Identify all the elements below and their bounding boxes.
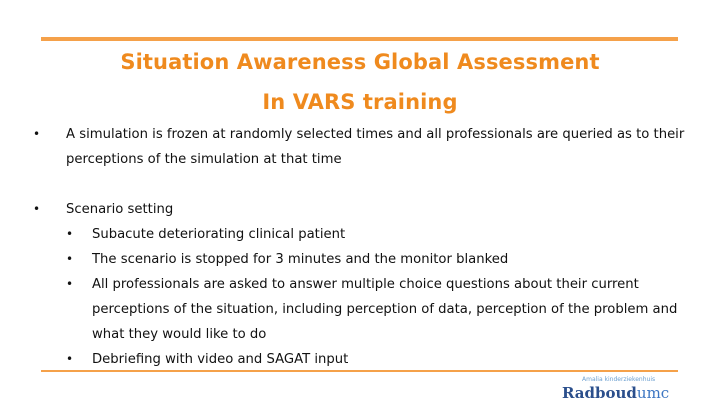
subitem-2: The scenario is stopped for 3 minutes and the monitor blanked <box>92 252 509 267</box>
bullet-marker: • <box>33 127 41 141</box>
logo-wordmark <box>562 384 669 402</box>
subitem-3-line-2: perceptions of the situation, including perception of data, perception of the problem and <box>92 302 678 317</box>
radboudumc-logo <box>562 376 682 402</box>
logo-wordmark-part1: Radboud <box>562 384 637 402</box>
top-divider <box>41 37 678 41</box>
subitem-4: Debriefing with video and SAGAT input <box>92 352 349 367</box>
subbullet-marker: • <box>66 252 74 266</box>
logo-wordmark-part2: umc <box>636 384 670 402</box>
subitem-1: Subacute deteriorating clinical patient <box>92 227 346 242</box>
bottom-divider <box>41 370 678 372</box>
subbullet-marker: • <box>66 277 74 291</box>
slide-title-line2: In VARS training <box>262 90 458 114</box>
logo-subtitle: Amalia kinderziekenhuis <box>582 376 656 383</box>
slide-title-line1: Situation Awareness Global Assessment <box>120 50 600 74</box>
bullet-2-line-1: Scenario setting <box>66 202 174 217</box>
bullet-1-line-2: perceptions of the simulation at that time <box>66 152 342 167</box>
subitem-3-line-1: All professionals are asked to answer multiple choice questions about their current <box>92 277 639 292</box>
subitem-3-line-3: what they would like to do <box>92 327 267 342</box>
bullet-1-line-1: A simulation is frozen at randomly selected times and all professionals are queried as to their <box>66 127 685 142</box>
bullet-marker: • <box>33 202 41 216</box>
subbullet-marker: • <box>66 227 74 241</box>
subbullet-marker: • <box>66 352 74 366</box>
